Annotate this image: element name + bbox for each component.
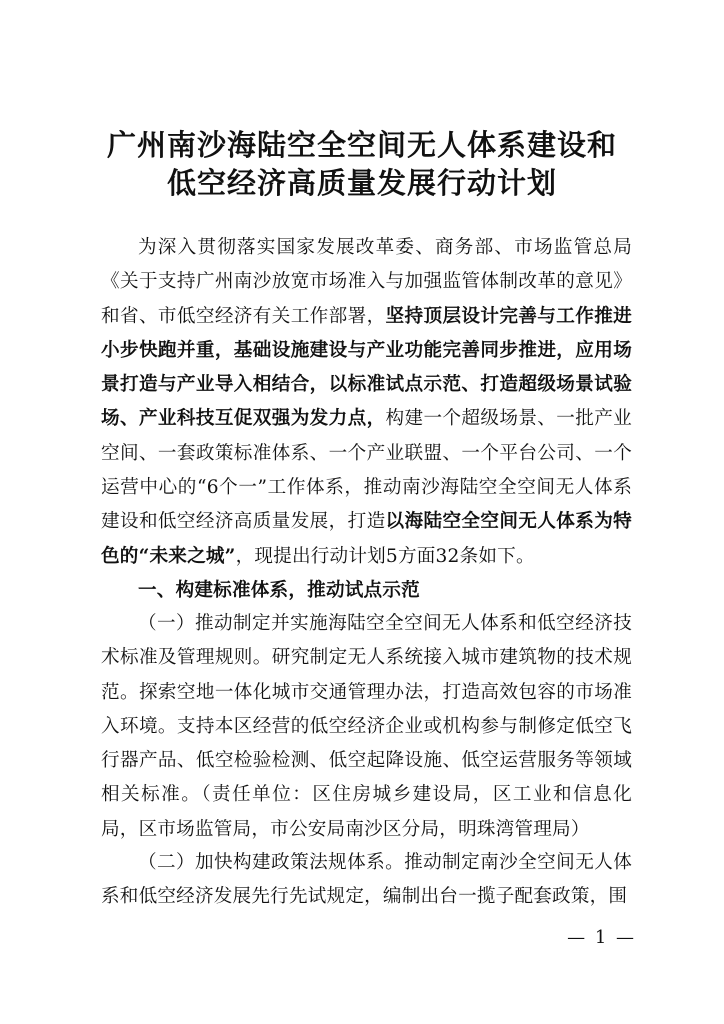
- intro-bold-2: 以海陆空全空间无人体系为特色的“未来之城”: [101, 511, 632, 567]
- title-line-1: 广州南沙海陆空全空间无人体系建设和: [106, 128, 617, 162]
- intro-bold-1: 坚持顶层设计完善与工作推进小步快跑并重，基础设施建设与产业功能完善同步推进，应用场景打造与产业导入相结合，以标准试点示范、打造超级场景试验场、产业科技互促双强为发力点，: [101, 305, 632, 430]
- intro-text-1: 为深入贯彻落实国家发展改革委、商务部、市场监管总局《关于支持广州南沙放宽市场准入与加强监管体制改革的意见》和省、市低空经济有关工作部署，: [101, 237, 632, 327]
- item-2-paragraph: （二）加快构建政策法规体系。推动制定南沙全空间无人体系和低空经济发展先行先试规定，编制出台一揽子配套政策，围: [101, 852, 632, 908]
- item-1-paragraph: （一）推动制定并实施海陆空全空间无人体系和低空经济技术标准及管理规则。研究制定无人系统接入城市建筑物的技术规范。探索空地一体化城市交通管理办法，打造高效包容的市场准入环境。支持本区经营的低空经济企业或机构参与制修定低空飞行器产品、低空检验检测、低空起降设施、低空运营服务等领域相关标准。（责任单位：区住房城乡建设局，区工业和信息化局，区市场监管局，市公安局南沙区分局，明珠湾管理局）: [101, 613, 632, 840]
- intro-paragraph: [101, 231, 632, 574]
- page-number: — 1 —: [567, 927, 636, 948]
- intro-text-3: ，现提出行动计划5方面32条如下。: [235, 545, 535, 567]
- title-line-2: 低空经济高质量发展行动计划: [166, 166, 557, 200]
- section-1-heading: 一、构建标准体系，推动试点示范: [138, 580, 420, 601]
- intro-text-2: 构建一个超级场景、一批产业空间、一套政策标准体系、一个产业联盟、一个平台公司、一个运营中心的“6个一”工作体系，推动南沙海陆空全空间无人体系建设和低空经济高质量发展，打造: [101, 408, 632, 533]
